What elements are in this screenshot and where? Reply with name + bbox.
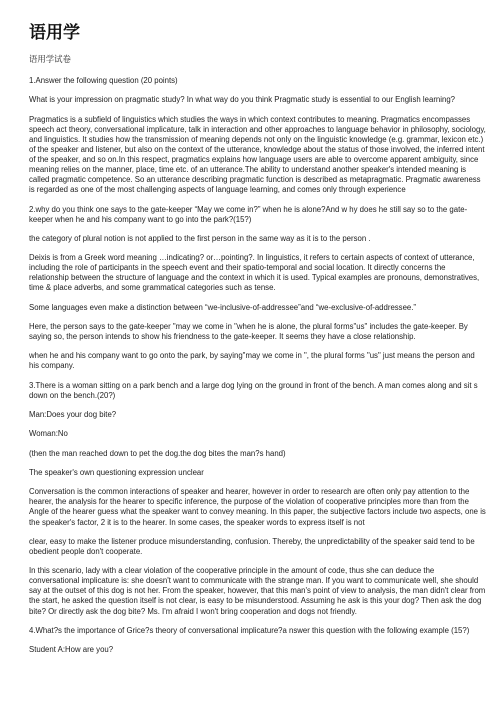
- paragraph: Deixis is from a Greek word meaning …indicating? or…pointing?. In linguistics, it refers to certain aspects of context of utterance, including the role of participants in the speech event and their spatio-temporal and social location. It directly concerns the relationship between the structure of language and the context in which it is used. Typical examples are pronouns, demonstratives, time & place adverbs, and some grammatical categories such as tense.: [29, 253, 480, 293]
- dialogue-line: Man:Does your dog bite?: [29, 410, 117, 420]
- paragraph: Conversation is the common interactions of speaker and hearer, however in order to research are often only pay attention to the hearer, the analysis for the hearer to specific inference, the purpose of the violation of cooperative principles more than from the Angle of the hearer guess what the speaker want to convey meaning. In this paper, the subjective factors include two aspects, one is the speaker's factor, 2 it is to the hearer. In some cases, the speaker words to express itself is not: [29, 487, 486, 527]
- paragraph: Some languages even make a distinction between “we-inclusive-of-addressee”and “we-exclusive-of-addressee.”: [29, 302, 417, 312]
- paragraph: the category of plural notion is not applied to the first person in the same way as it is to the person .: [29, 233, 371, 243]
- dialogue-line: Student A:How are you?: [29, 645, 114, 655]
- paragraph-question-4: 4.What?s the importance of Grice?s theory of conversational implicature?a nswer this question with the following example (15?): [29, 625, 470, 635]
- paragraph-question-3: 3.There is a woman sitting on a park bench and a large dog lying on the ground in front of the bench. A man comes along and sit s down on the bench.(20?): [29, 380, 478, 400]
- paragraph: Here, the person says to the gate-keeper "may we come in "when he is alone, the plural forms"us" includes the gate-keeper. By saying so, the person intends to show his friendness to the gate-keeper. It seems they have a close relationship.: [29, 322, 468, 342]
- document-subtitle: 语用学试卷: [29, 54, 71, 64]
- dialogue-line: Woman:No: [29, 429, 68, 439]
- paragraph-question-2: 2.why do you think one says to the gate-keeper “May we come in?” when he is alone?And w hy does he still say so to the gate-keeper when he and his company want to go into the park?(15?): [29, 204, 468, 224]
- paragraph: What is your impression on pragmatic study? In what way do you think Pragmatic study is essential to our English learning?: [29, 95, 456, 105]
- document-title: 语用学: [29, 23, 80, 42]
- paragraph-question-1: 1.Answer the following question (20 points): [29, 76, 178, 85]
- paragraph: In this scenario, lady with a clear violation of the cooperative principle in the amount of code, thus she can deduce the conversational implicature is: she doesn't want to communicate with the strange man. If you want to communicate well, she should say at the outset of this dog is not her. From the speaker, however, that this man's point of view to analysis, the man didn't clear from the start, he asked the question itself is not clear, is easy to be misunderstood. Assuming he ask is this your dog? Then ask the dog bite? Or directly ask the dog bite? Ms. I'm afraid I won't bring cooperation and dogs not friendly.: [29, 566, 486, 616]
- paragraph: clear, easy to make the listener produce misunderstanding, confusion. Thereby, the unpredictability of the speaker said tend to be obedient people don't cooperate.: [29, 536, 475, 556]
- paragraph: The speaker's own questioning expression unclear: [29, 467, 204, 477]
- paragraph: Pragmatics is a subfield of linguistics which studies the ways in which context contributes to meaning. Pragmatics encompasses speech act theory, conversational implicature, talk in interaction and other approaches to language behavior in philosophy, sociology, and linguistics. It studies how the transmission of meaning depends not only on the linguistic knowledge (e.g. grammar, lexicon etc.) of the speaker and listener, but also on the context of the utterance, knowledge about the status of those involved, the inferred intent of the speaker, and so on.In this respect, pragmatics explains how language users are able to overcome apparent ambiguity, since meaning relies on the manner, place, time etc. of an utterance.The ability to understand another speaker's intended meaning is called pragmatic competence. So an utterance describing pragmatic function is described as metapragmatic. Pragmatic awareness is regarded as one of the most challenging aspects of language learning, and comes only through experience: [29, 114, 486, 195]
- paragraph: when he and his company want to go onto the park, by saying"may we come in ", the plural forms "us" just means the person and his company.: [29, 351, 475, 371]
- paragraph: (then the man reached down to pet the dog.the dog bites the man?s hand): [29, 448, 286, 458]
